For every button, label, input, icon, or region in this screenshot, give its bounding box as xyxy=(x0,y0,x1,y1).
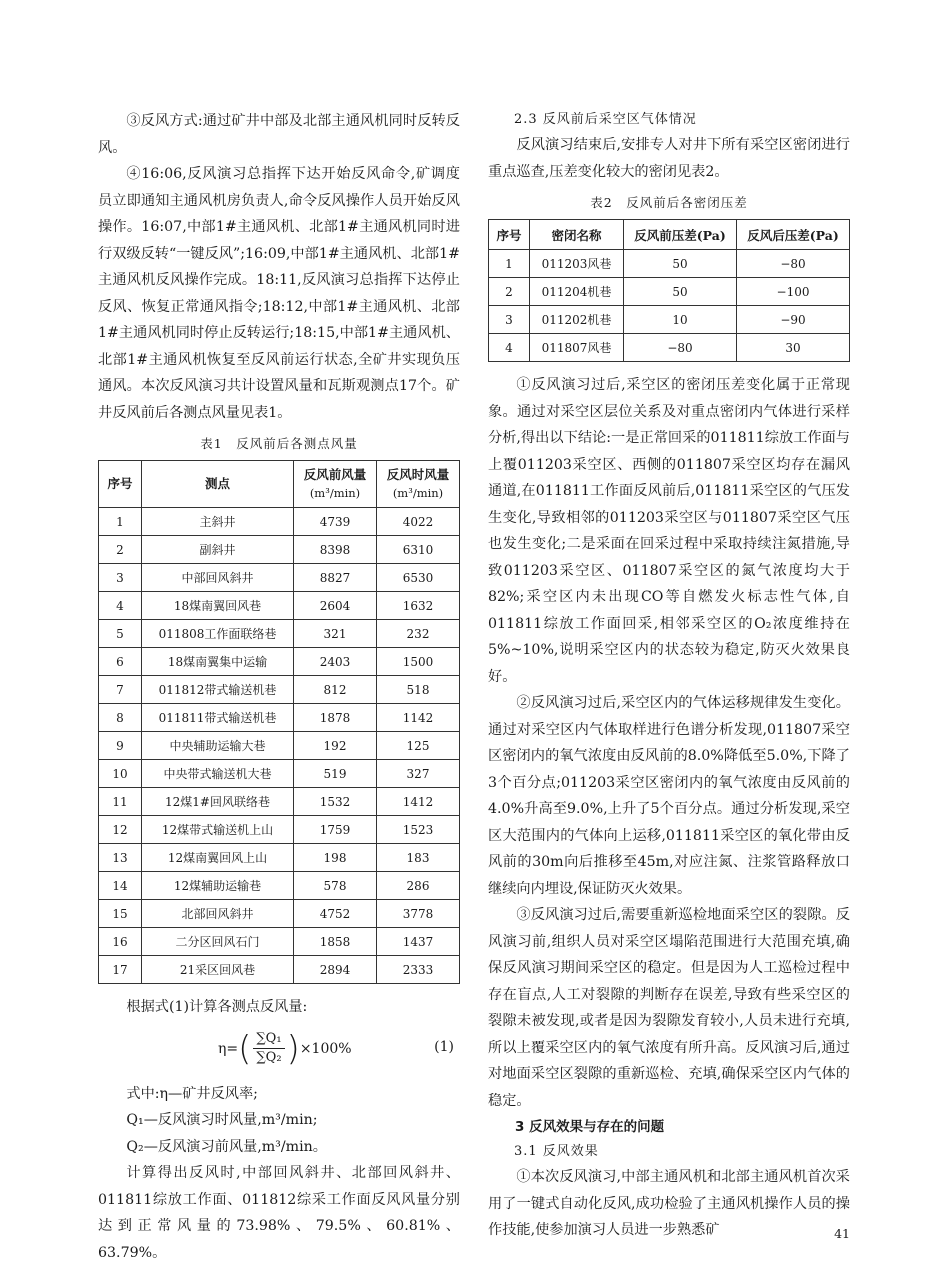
table1-cell: 中央辅助运输大巷 xyxy=(142,732,294,760)
table1-cell: 011812带式输送机巷 xyxy=(142,676,294,704)
table2-header-after: 反风后压差(Pa) xyxy=(737,220,850,250)
table1-row xyxy=(99,536,460,564)
table1-cell: 1759 xyxy=(294,816,377,844)
paragraph-inspection: 反风演习结束后,安排专人对井下所有采空区密闭进行重点巡查,压差变化较大的密闭见表2。 xyxy=(488,137,850,180)
table1-cell: 4022 xyxy=(377,508,460,536)
table2-row xyxy=(489,250,850,278)
table1-cell: 12 xyxy=(99,816,142,844)
table1-cell: 5 xyxy=(99,620,142,648)
table1-cell: 1142 xyxy=(377,704,460,732)
table1-cell: 011811带式输送机巷 xyxy=(142,704,294,732)
table1-cell: 6530 xyxy=(377,564,460,592)
table1-header-during-unit: (m³/min) xyxy=(392,486,444,500)
table1-cell: 3 xyxy=(99,564,142,592)
table1-row xyxy=(99,816,460,844)
table1-cell: 518 xyxy=(377,676,460,704)
table1-header-during xyxy=(377,461,460,508)
table1-cell: 1632 xyxy=(377,592,460,620)
table2-row xyxy=(489,306,850,334)
table2-row xyxy=(489,334,850,362)
table1-header-no: 序号 xyxy=(99,461,142,508)
table1-header-during-label: 反风时风量 xyxy=(386,467,450,482)
table1-row xyxy=(99,676,460,704)
table1-row xyxy=(99,508,460,536)
table1-row xyxy=(99,648,460,676)
table2-cell: 30 xyxy=(737,334,850,362)
table1-row xyxy=(99,900,460,928)
table1-header-row xyxy=(99,461,460,508)
table1-cell: 519 xyxy=(294,760,377,788)
table1-cell: 16 xyxy=(99,928,142,956)
table2-cell: 10 xyxy=(624,306,737,334)
table1-airflow xyxy=(98,460,460,984)
table1-cell: 327 xyxy=(377,760,460,788)
table1-cell: 7 xyxy=(99,676,142,704)
table1-cell: 2333 xyxy=(377,956,460,984)
table2-cell: 1 xyxy=(489,250,530,278)
formula-fraction xyxy=(253,1030,284,1067)
table1-cell: 10 xyxy=(99,760,142,788)
table1-cell: 3778 xyxy=(377,900,460,928)
table1-cell: 17 xyxy=(99,956,142,984)
table1-row xyxy=(99,844,460,872)
definition-q2: Q₂—反风演习前风量,m³/min。 xyxy=(126,1138,327,1155)
table2-cell: 011807风巷 xyxy=(530,334,624,362)
table1-cell: 4 xyxy=(99,592,142,620)
table1-cell: 12煤南翼回风上山 xyxy=(142,844,294,872)
paragraph-reverse-method: ③反风方式:通过矿井中部及北部主通风机同时反转反风。 xyxy=(98,113,460,156)
table1-cell: 4752 xyxy=(294,900,377,928)
table1-cell: 1523 xyxy=(377,816,460,844)
table1-row xyxy=(99,620,460,648)
table1-cell: 21采区回风巷 xyxy=(142,956,294,984)
table1-row xyxy=(99,592,460,620)
table1-row xyxy=(99,704,460,732)
table2-row xyxy=(489,278,850,306)
table2-cell: 011202机巷 xyxy=(530,306,624,334)
paragraph-finding-3: ③反风演习过后,需要重新巡检地面采空区的裂隙。反风演习前,组织人员对采空区塌陷范围进行大范围充填,确保反风演习期间采空区的稳定。但是因为人工巡检过程中存在盲点,人工对裂隙的判断存在误差,导致有些采空区的裂隙未被发现,或者是因为裂隙发育较小,人员未进行充填,所以上覆采空区内的氧气浓度有所升高。反风演习后,通过对地面采空区裂隙的重新巡检、充填,确保采空区内气体的稳定。 xyxy=(488,907,850,1109)
table2-header-before: 反风前压差(Pa) xyxy=(624,220,737,250)
table1-cell: 578 xyxy=(294,872,377,900)
table1-body xyxy=(99,508,460,984)
table2-header-row xyxy=(489,220,850,250)
paragraph-finding-1: ①反风演习过后,采空区的密闭压差变化属于正常现象。通过对采空区层位关系及对重点密闭内气体进行采样分析,得出以下结论:一是正常回采的011811综放工作面与上覆011203采空区、西侧的011807采空区均存在漏风通道,在011811工作面反风前后,011811采空区的气压发生变化,导致相邻的011203采空区与011807采空区气压也发生变化;二是采面在回采过程中采取持续注氮措施,导致011203采空区、011807采空区的氮气浓度均大于82%;采空区内未出现CO等自燃发火标志性气体,自011811综放工作面回采,相邻采空区的O₂浓度维持在5%~10%,说明采空区内的状态较为稳定,防灭火效果良好。 xyxy=(488,377,850,685)
table1-cell: 011808工作面联络巷 xyxy=(142,620,294,648)
table1-cell: 副斜井 xyxy=(142,536,294,564)
table1-cell: 中部回风斜井 xyxy=(142,564,294,592)
table2-cell: 011203风巷 xyxy=(530,250,624,278)
table1-header-before xyxy=(294,461,377,508)
table1-cell: 1412 xyxy=(377,788,460,816)
table2-header-no: 序号 xyxy=(489,220,530,250)
table1-header-point: 测点 xyxy=(142,461,294,508)
formula-left-paren: ( xyxy=(238,1028,252,1069)
definition-eta: 式中:η—矿井反风率; xyxy=(126,1085,258,1102)
table1-header-before-unit: (m³/min) xyxy=(309,486,361,500)
table1-cell: 4739 xyxy=(294,508,377,536)
paragraph-finding-2: ②反风演习过后,采空区内的气体运移规律发生变化。通过对采空区内气体取样进行色谱分析发现,011807采空区密闭内的氧气浓度由反风前的8.0%降低至5.0%,下降了3个百分点;011203采空区密闭内的氧气浓度由反风前的4.0%升高至9.0%,上升了5个百分点。通过分析发现,采空区大范围内的气体向上运移,011811采空区的氧化带由反风前的30m向后推移至45m,对应注氮、注浆管路释放口继续向内埋设,保证防灭火效果。 xyxy=(488,695,850,897)
table2-cell: 011204机巷 xyxy=(530,278,624,306)
table1-cell: 11 xyxy=(99,788,142,816)
formula-right-paren: ) xyxy=(286,1028,300,1069)
table1-cell: 13 xyxy=(99,844,142,872)
table1-row xyxy=(99,732,460,760)
table1-header-before-label: 反风前风量 xyxy=(303,467,367,482)
table1-cell: 8 xyxy=(99,704,142,732)
table1-cell: 1437 xyxy=(377,928,460,956)
table1-cell: 北部回风斜井 xyxy=(142,900,294,928)
table1-cell: 9 xyxy=(99,732,142,760)
table1-row xyxy=(99,564,460,592)
right-column xyxy=(488,108,850,1244)
section-heading-3-1: 3.1 反风效果 xyxy=(514,1144,599,1159)
page-number: 41 xyxy=(834,1226,850,1241)
table1-cell: 12煤1#回风联络巷 xyxy=(142,788,294,816)
table1-cell: 1500 xyxy=(377,648,460,676)
formula-intro: 根据式(1)计算各测点反风量: xyxy=(126,999,308,1015)
formula-denominator: ∑Q₂ xyxy=(256,1050,282,1065)
table2-pressure xyxy=(488,219,850,362)
table1-row xyxy=(99,760,460,788)
table1-cell: 125 xyxy=(377,732,460,760)
table1-row xyxy=(99,956,460,984)
formula xyxy=(218,1029,352,1069)
table1-cell: 8398 xyxy=(294,536,377,564)
table1-cell: 812 xyxy=(294,676,377,704)
table1-cell: 2604 xyxy=(294,592,377,620)
table1-caption: 表1 反风前后各测点风量 xyxy=(200,436,358,451)
paragraph-drill-timeline: ④16:06,反风演习总指挥下达开始反风命令,矿调度员立即通知主通风机房负责人,命令反风操作人员开始反风操作。16:07,中部1#主通风机、北部1#主通风机同时进行双级反转“一键反风”;16:09,中部1#主通风机、北部1#主通风机反风操作完成。18:11,反风演习总指挥下达停止反风、恢复正常通风指令;18:12,中部1#主通风机、北部1#主通风机同时停止反转运行;18:15,中部1#主通风机、北部1#主通风机恢复至反风前运行状态,全矿井实现负压通风。本次反风演习共计设置风量和瓦斯观测点17个。矿井反风前后各测点风量见表1。 xyxy=(98,166,460,421)
table1-cell: 2 xyxy=(99,536,142,564)
table2-cell: 2 xyxy=(489,278,530,306)
table1-cell: 8827 xyxy=(294,564,377,592)
definition-q1: Q₁—反风演习时风量,m³/min; xyxy=(126,1112,318,1128)
table1-cell: 14 xyxy=(99,872,142,900)
table1-cell: 主斜井 xyxy=(142,508,294,536)
table1-cell: 1 xyxy=(99,508,142,536)
table1-cell: 321 xyxy=(294,620,377,648)
table1-row xyxy=(99,872,460,900)
section-heading-2-3: 2.3 反风前后采空区气体情况 xyxy=(514,112,697,127)
table1-cell: 12煤辅助运输巷 xyxy=(142,872,294,900)
table1-cell: 183 xyxy=(377,844,460,872)
table1-cell: 1878 xyxy=(294,704,377,732)
paragraph-effect-1: ①本次反风演习,中部主通风机和北部主通风机首次采用了一键式自动化反风,成功检验了主通风机操作人员的操作技能,使参加演习人员进一步熟悉矿 xyxy=(488,1169,850,1238)
table1-cell: 12煤带式输送机上山 xyxy=(142,816,294,844)
table2-cell: 3 xyxy=(489,306,530,334)
table1-cell: 1858 xyxy=(294,928,377,956)
table2-cell: 50 xyxy=(624,278,737,306)
table1-cell: 286 xyxy=(377,872,460,900)
table1-cell: 198 xyxy=(294,844,377,872)
formula-rhs: ×100% xyxy=(299,1040,352,1057)
table1-cell: 18煤南翼回风巷 xyxy=(142,592,294,620)
table1-cell: 15 xyxy=(99,900,142,928)
table2-body xyxy=(489,250,850,362)
table2-caption: 表2 反风前后各密闭压差 xyxy=(590,195,748,210)
formula-block xyxy=(98,1023,460,1079)
paragraph-result: 计算得出反风时,中部回风斜井、北部回风斜井、011811综放工作面、011812综采工作面反风风量分别达到正常风量的73.98%、79.5%、60.81%、63.79%。 xyxy=(98,1165,460,1261)
table2-header-name: 密闭名称 xyxy=(530,220,624,250)
table1-cell: 中央带式输送机大巷 xyxy=(142,760,294,788)
formula-lhs: η= xyxy=(218,1040,239,1057)
table1-row xyxy=(99,928,460,956)
formula-numerator: ∑Q₁ xyxy=(253,1030,284,1049)
left-column xyxy=(98,108,460,1266)
table1-row xyxy=(99,788,460,816)
table1-cell: 6 xyxy=(99,648,142,676)
table1-cell: 18煤南翼集中运输 xyxy=(142,648,294,676)
table1-cell: 192 xyxy=(294,732,377,760)
table2-cell: −80 xyxy=(624,334,737,362)
table1-cell: 2894 xyxy=(294,956,377,984)
table1-cell: 6310 xyxy=(377,536,460,564)
table2-cell: −80 xyxy=(737,250,850,278)
table2-cell: 50 xyxy=(624,250,737,278)
table2-cell: −100 xyxy=(737,278,850,306)
table1-cell: 232 xyxy=(377,620,460,648)
table2-cell: −90 xyxy=(737,306,850,334)
table2-cell: 4 xyxy=(489,334,530,362)
table1-cell: 1532 xyxy=(294,788,377,816)
table1-cell: 2403 xyxy=(294,648,377,676)
equation-number: (1) xyxy=(434,1038,454,1055)
section-heading-3: 3 反风效果与存在的问题 xyxy=(515,1119,665,1135)
table1-cell: 二分区回风石门 xyxy=(142,928,294,956)
